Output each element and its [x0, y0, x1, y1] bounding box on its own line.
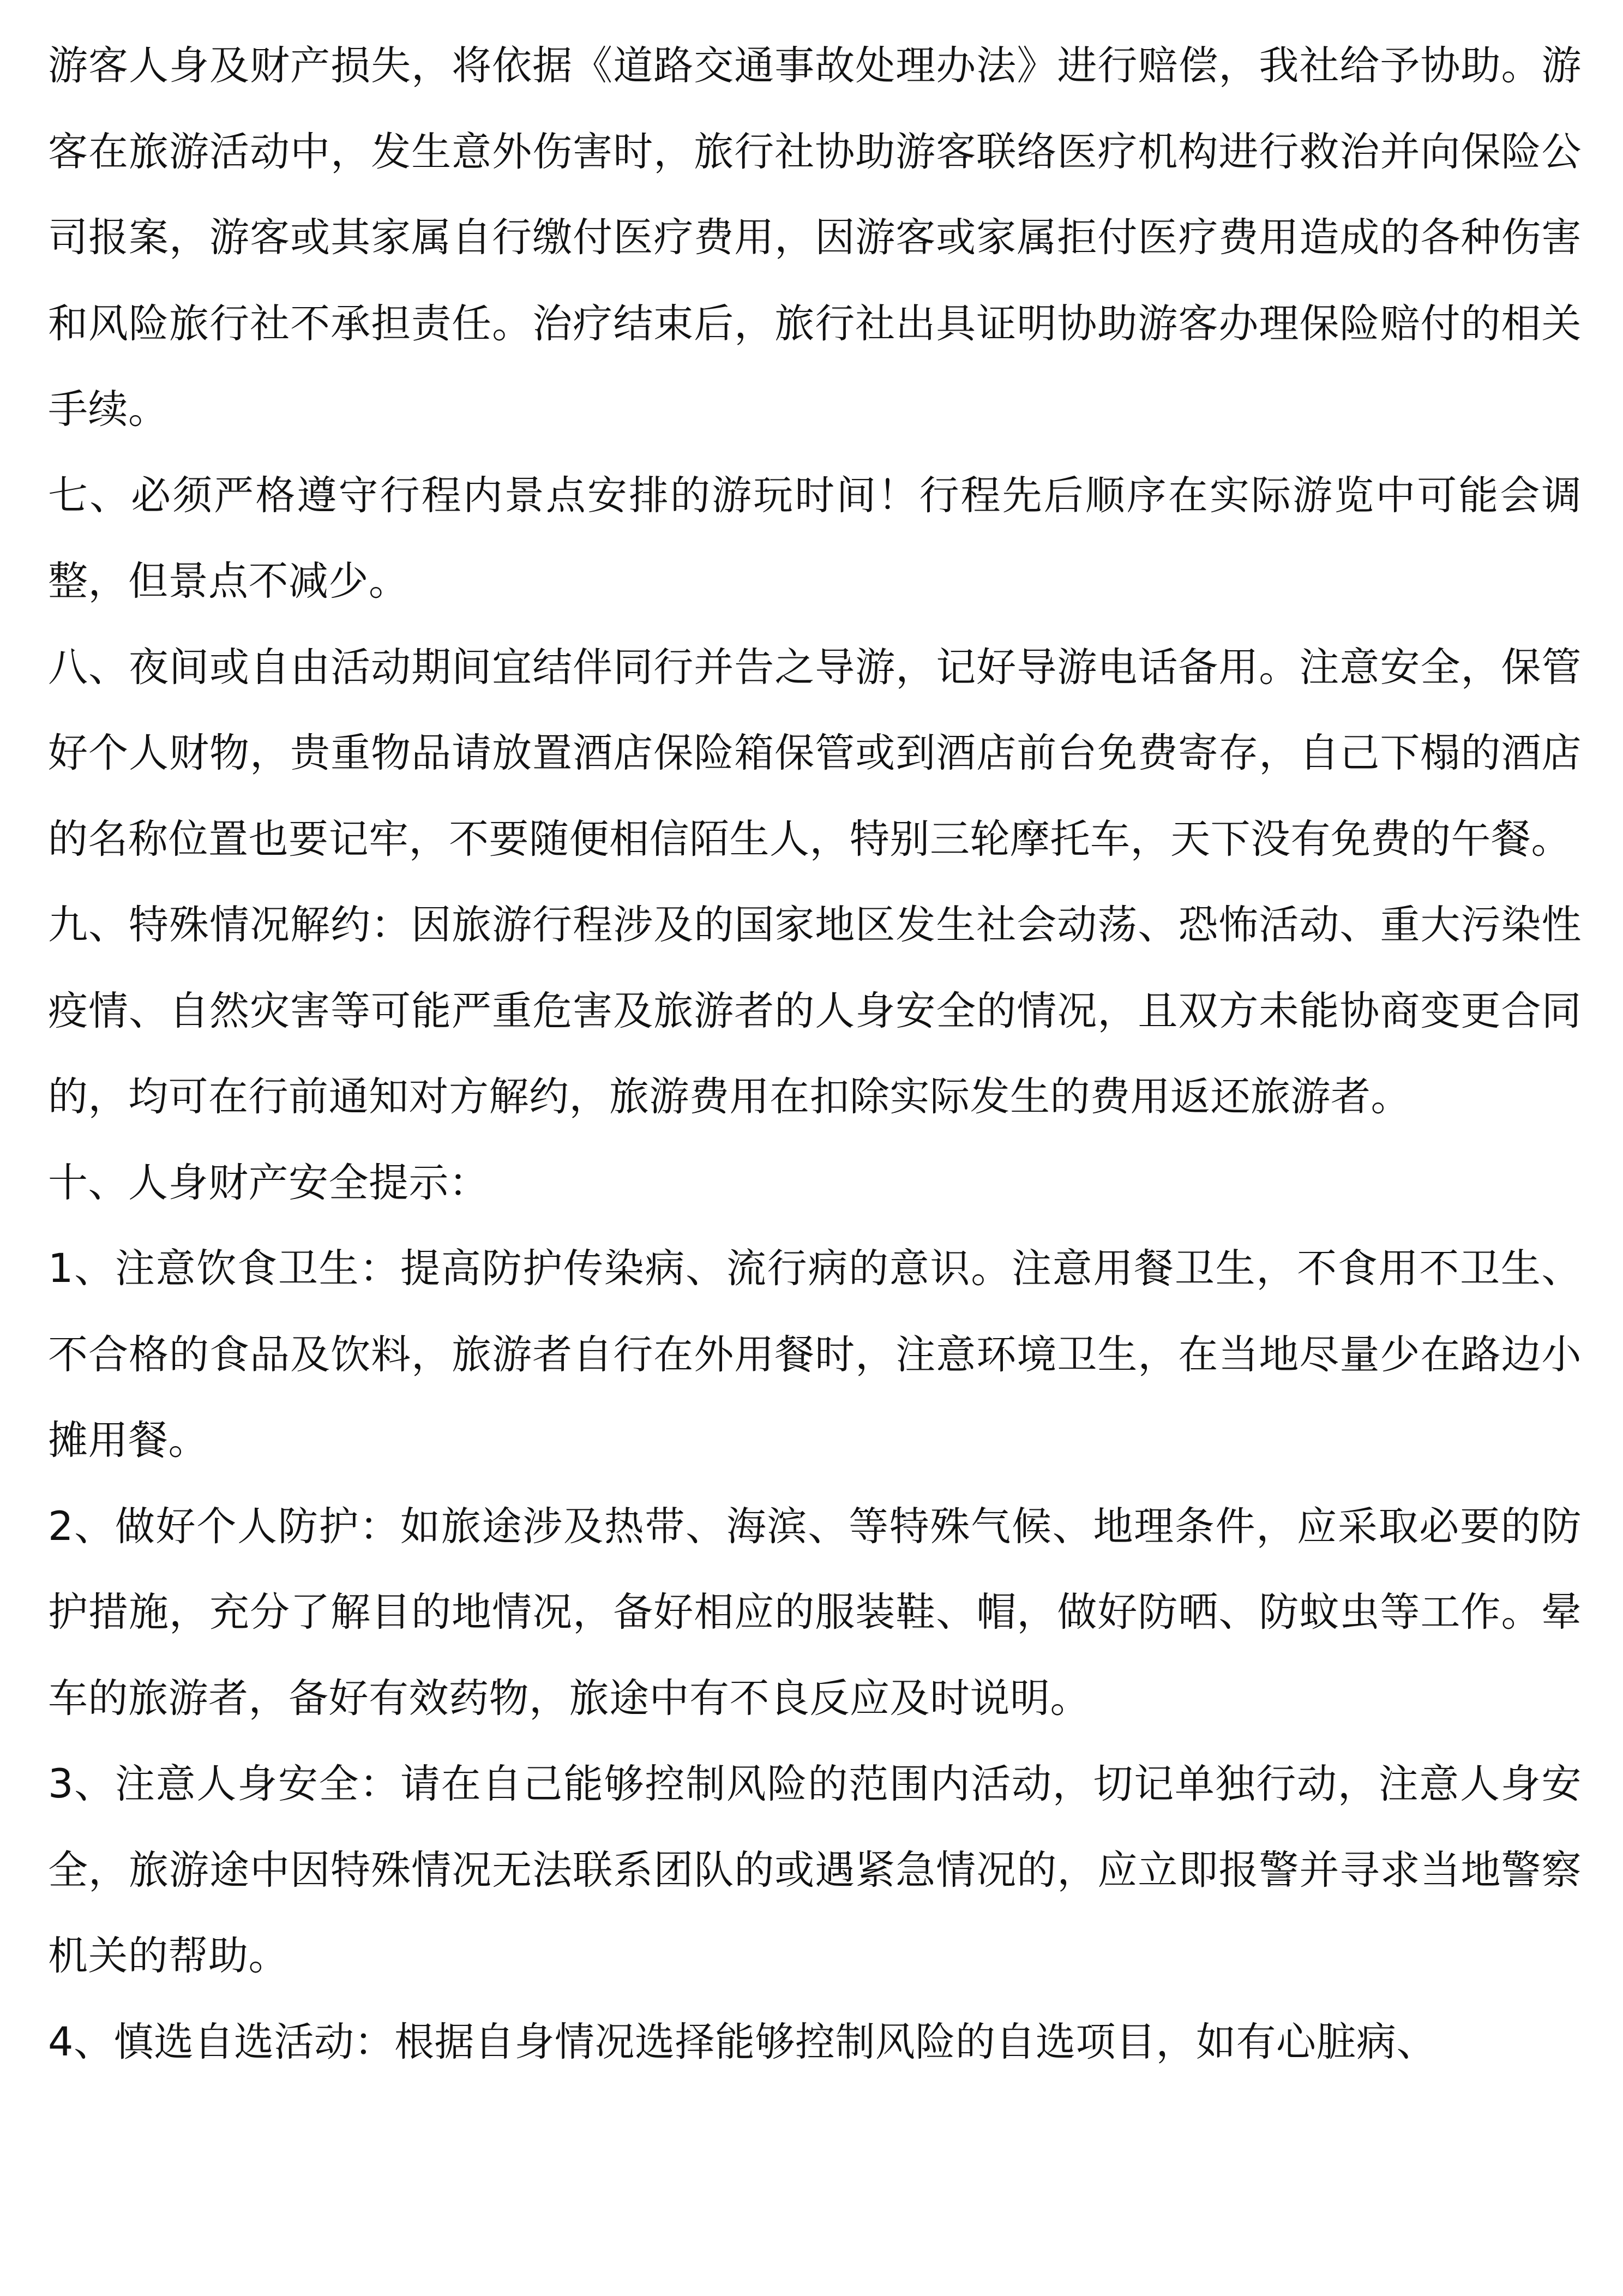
- paragraph-tip-1: 1、注意饮食卫生：提高防护传染病、流行病的意识。注意用餐卫生，不食用不卫生、不合格的食品及饮料，旅游者自行在外用餐时，注意环境卫生，在当地尽量少在路边小摊用餐。: [48, 1245, 1582, 1464]
- paragraph-tip-3: 3、注意人身安全：请在自己能够控制风险的范围内活动，切记单独行动，注意人身安全，旅游途中因特殊情况无法联系团队的或遇紧急情况的，应立即报警并寻求当地警察机关的帮助。: [48, 1761, 1582, 1979]
- paragraph-accident-compensation: 游客人身及财产损失，将依据《道路交通事故处理办法》进行赔偿，我社给予协助。游客在旅游活动中，发生意外伤害时，旅行社协助游客联络医疗机构进行救治并向保险公司报案，游客或其家属自行缴付医疗费用，因游客或家属拒付医疗费用造成的各种伤害和风险旅行社不承担责任。治疗结束后，旅行社出具证明协助游客办理保险赔付的相关手续。: [48, 43, 1582, 433]
- paragraph-item-7: 七、必须严格遵守行程内景点安排的游玩时间！行程先后顺序在实际游览中可能会调整，但景点不减少。: [48, 472, 1582, 604]
- paragraph-item-9: 九、特殊情况解约：因旅游行程涉及的国家地区发生社会动荡、恐怖活动、重大污染性疫情、自然灾害等可能严重危害及旅游者的人身安全的情况，且双方未能协商变更合同的，均可在行前通知对方解约，旅游费用在扣除实际发生的费用返还旅游者。: [48, 902, 1582, 1120]
- paragraph-tip-4: 4、慎选自选活动：根据自身情况选择能够控制风险的自选项目，如有心脏病、: [48, 2018, 1436, 2065]
- paragraph-tip-2: 2、做好个人防护：如旅途涉及热带、海滨、等特殊气候、地理条件，应采取必要的防护措施，充分了解目的地情况，备好相应的服装鞋、帽，做好防晒、防蚊虫等工作。晕车的旅游者，备好有效药物，旅途中有不良反应及时说明。: [48, 1503, 1582, 1722]
- paragraph-item-10-heading: 十、人身财产安全提示：: [48, 1159, 489, 1206]
- document-page: [48, 23, 1582, 2281]
- paragraph-item-8: 八、夜间或自由活动期间宜结伴同行并告之导游，记好导游电话备用。注意安全，保管好个人财物，贵重物品请放置酒店保险箱保管或到酒店前台免费寄存，自己下榻的酒店的名称位置也要记牢，不要随便相信陌生人，特别三轮摩托车，天下没有免费的午餐。: [48, 644, 1582, 862]
